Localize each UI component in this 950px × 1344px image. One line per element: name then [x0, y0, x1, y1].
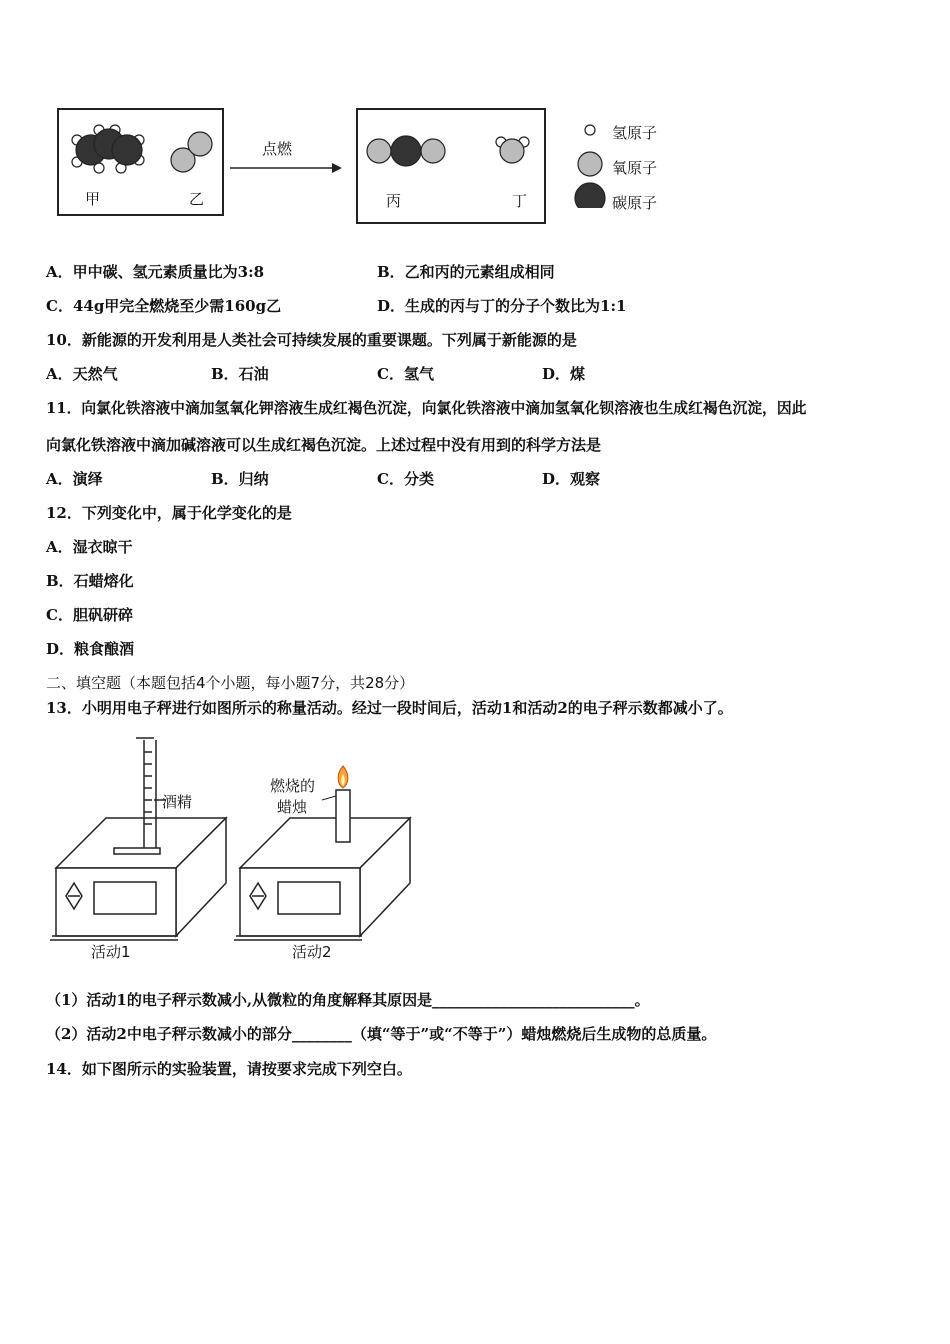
q13-sub1: （1）活动1的电子秤示数减小,从微粒的角度解释其原因是___________________________。 [46, 991, 650, 1009]
legend-hydrogen: 氢原子 [612, 124, 658, 142]
activity2-label: 活动2 [292, 943, 332, 961]
q12-stem: 12．下列变化中，属于化学变化的是 [46, 504, 292, 522]
label-bing: 丙 [386, 192, 402, 210]
scale-drawings [48, 728, 428, 968]
q13-sub2: （2）活动2中电子秤示数减小的部分________（填“等于”或“不等于”）蜡烛燃烧后生成物的总质量。 [46, 1025, 717, 1043]
activity1-label: 活动1 [91, 943, 131, 961]
legend-oxygen: 氧原子 [612, 159, 658, 177]
reactants-box [57, 108, 224, 216]
q9-option-c: C．44g甲完全燃烧至少需160g乙 [46, 297, 282, 315]
section2-heading: 二、填空题（本题包括4个小题，每小题7分，共28分） [46, 674, 415, 692]
q9-option-b: B．乙和丙的元素组成相同 [377, 263, 555, 281]
q9-option-a: A．甲中碳、氢元素质量比为3:8 [46, 263, 265, 281]
q13-stem: 13．小明用电子秤进行如图所示的称量活动。经过一段时间后，活动1和活动2的电子秤示数都减小了。 [46, 699, 733, 717]
q11-option-d: D．观察 [542, 470, 601, 488]
q12-option-b: B．石蜡熔化 [46, 572, 134, 590]
molecule-bing [367, 136, 445, 166]
label-yi: 乙 [189, 190, 205, 208]
q10-option-a: A．天然气 [46, 365, 118, 383]
scale-2 [234, 818, 410, 940]
reaction-arrow [228, 158, 348, 178]
label-jia: 甲 [85, 190, 101, 208]
q11-option-b: B．归纳 [211, 470, 269, 488]
candle-label-line2: 蜡烛 [277, 798, 308, 816]
molecule-jia [72, 125, 144, 173]
q12-option-a: A．湿衣晾干 [46, 538, 133, 556]
scale-1 [50, 818, 226, 940]
q11-option-a: A．演绎 [46, 470, 103, 488]
q10-option-c: C．氢气 [377, 365, 434, 383]
q12-option-c: C．胆矾研碎 [46, 606, 133, 624]
q9-option-d: D．生成的丙与丁的分子个数比为1:1 [377, 297, 627, 315]
products-box [356, 108, 546, 224]
q10-option-d: D．煤 [542, 365, 586, 383]
q11-stem-line1: 11．向氯化铁溶液中滴加氢氧化钾溶液生成红褐色沉淀，向氯化铁溶液中滴加氢氧化钡溶液也生成红褐色沉淀，因此 [46, 400, 807, 417]
legend-symbols [570, 118, 610, 208]
q10-option-b: B．石油 [211, 365, 269, 383]
q11-stem-line2: 向氯化铁溶液中滴加碱溶液可以生成红褐色沉淀。上述过程中没有用到的科学方法是 [46, 436, 602, 454]
candle-label-line1: 燃烧的 [270, 777, 316, 795]
label-ding: 丁 [512, 192, 528, 210]
legend-carbon: 碳原子 [612, 194, 658, 212]
arrow-label: 点燃 [262, 140, 293, 158]
oxygen-atom-icon [578, 152, 602, 176]
q11-option-c: C．分类 [377, 470, 434, 488]
q12-option-d: D．粮食酿酒 [46, 640, 135, 658]
alcohol-label: 酒精 [162, 793, 193, 811]
molecule-ding [496, 137, 529, 163]
carbon-atom-icon [575, 183, 605, 208]
hydrogen-atom-icon [585, 125, 595, 135]
q10-stem: 10．新能源的开发利用是人类社会可持续发展的重要课题。下列属于新能源的是 [46, 331, 577, 349]
molecule-yi [171, 132, 212, 172]
q14-stem: 14．如下图所示的实验装置，请按要求完成下列空白。 [46, 1060, 412, 1078]
